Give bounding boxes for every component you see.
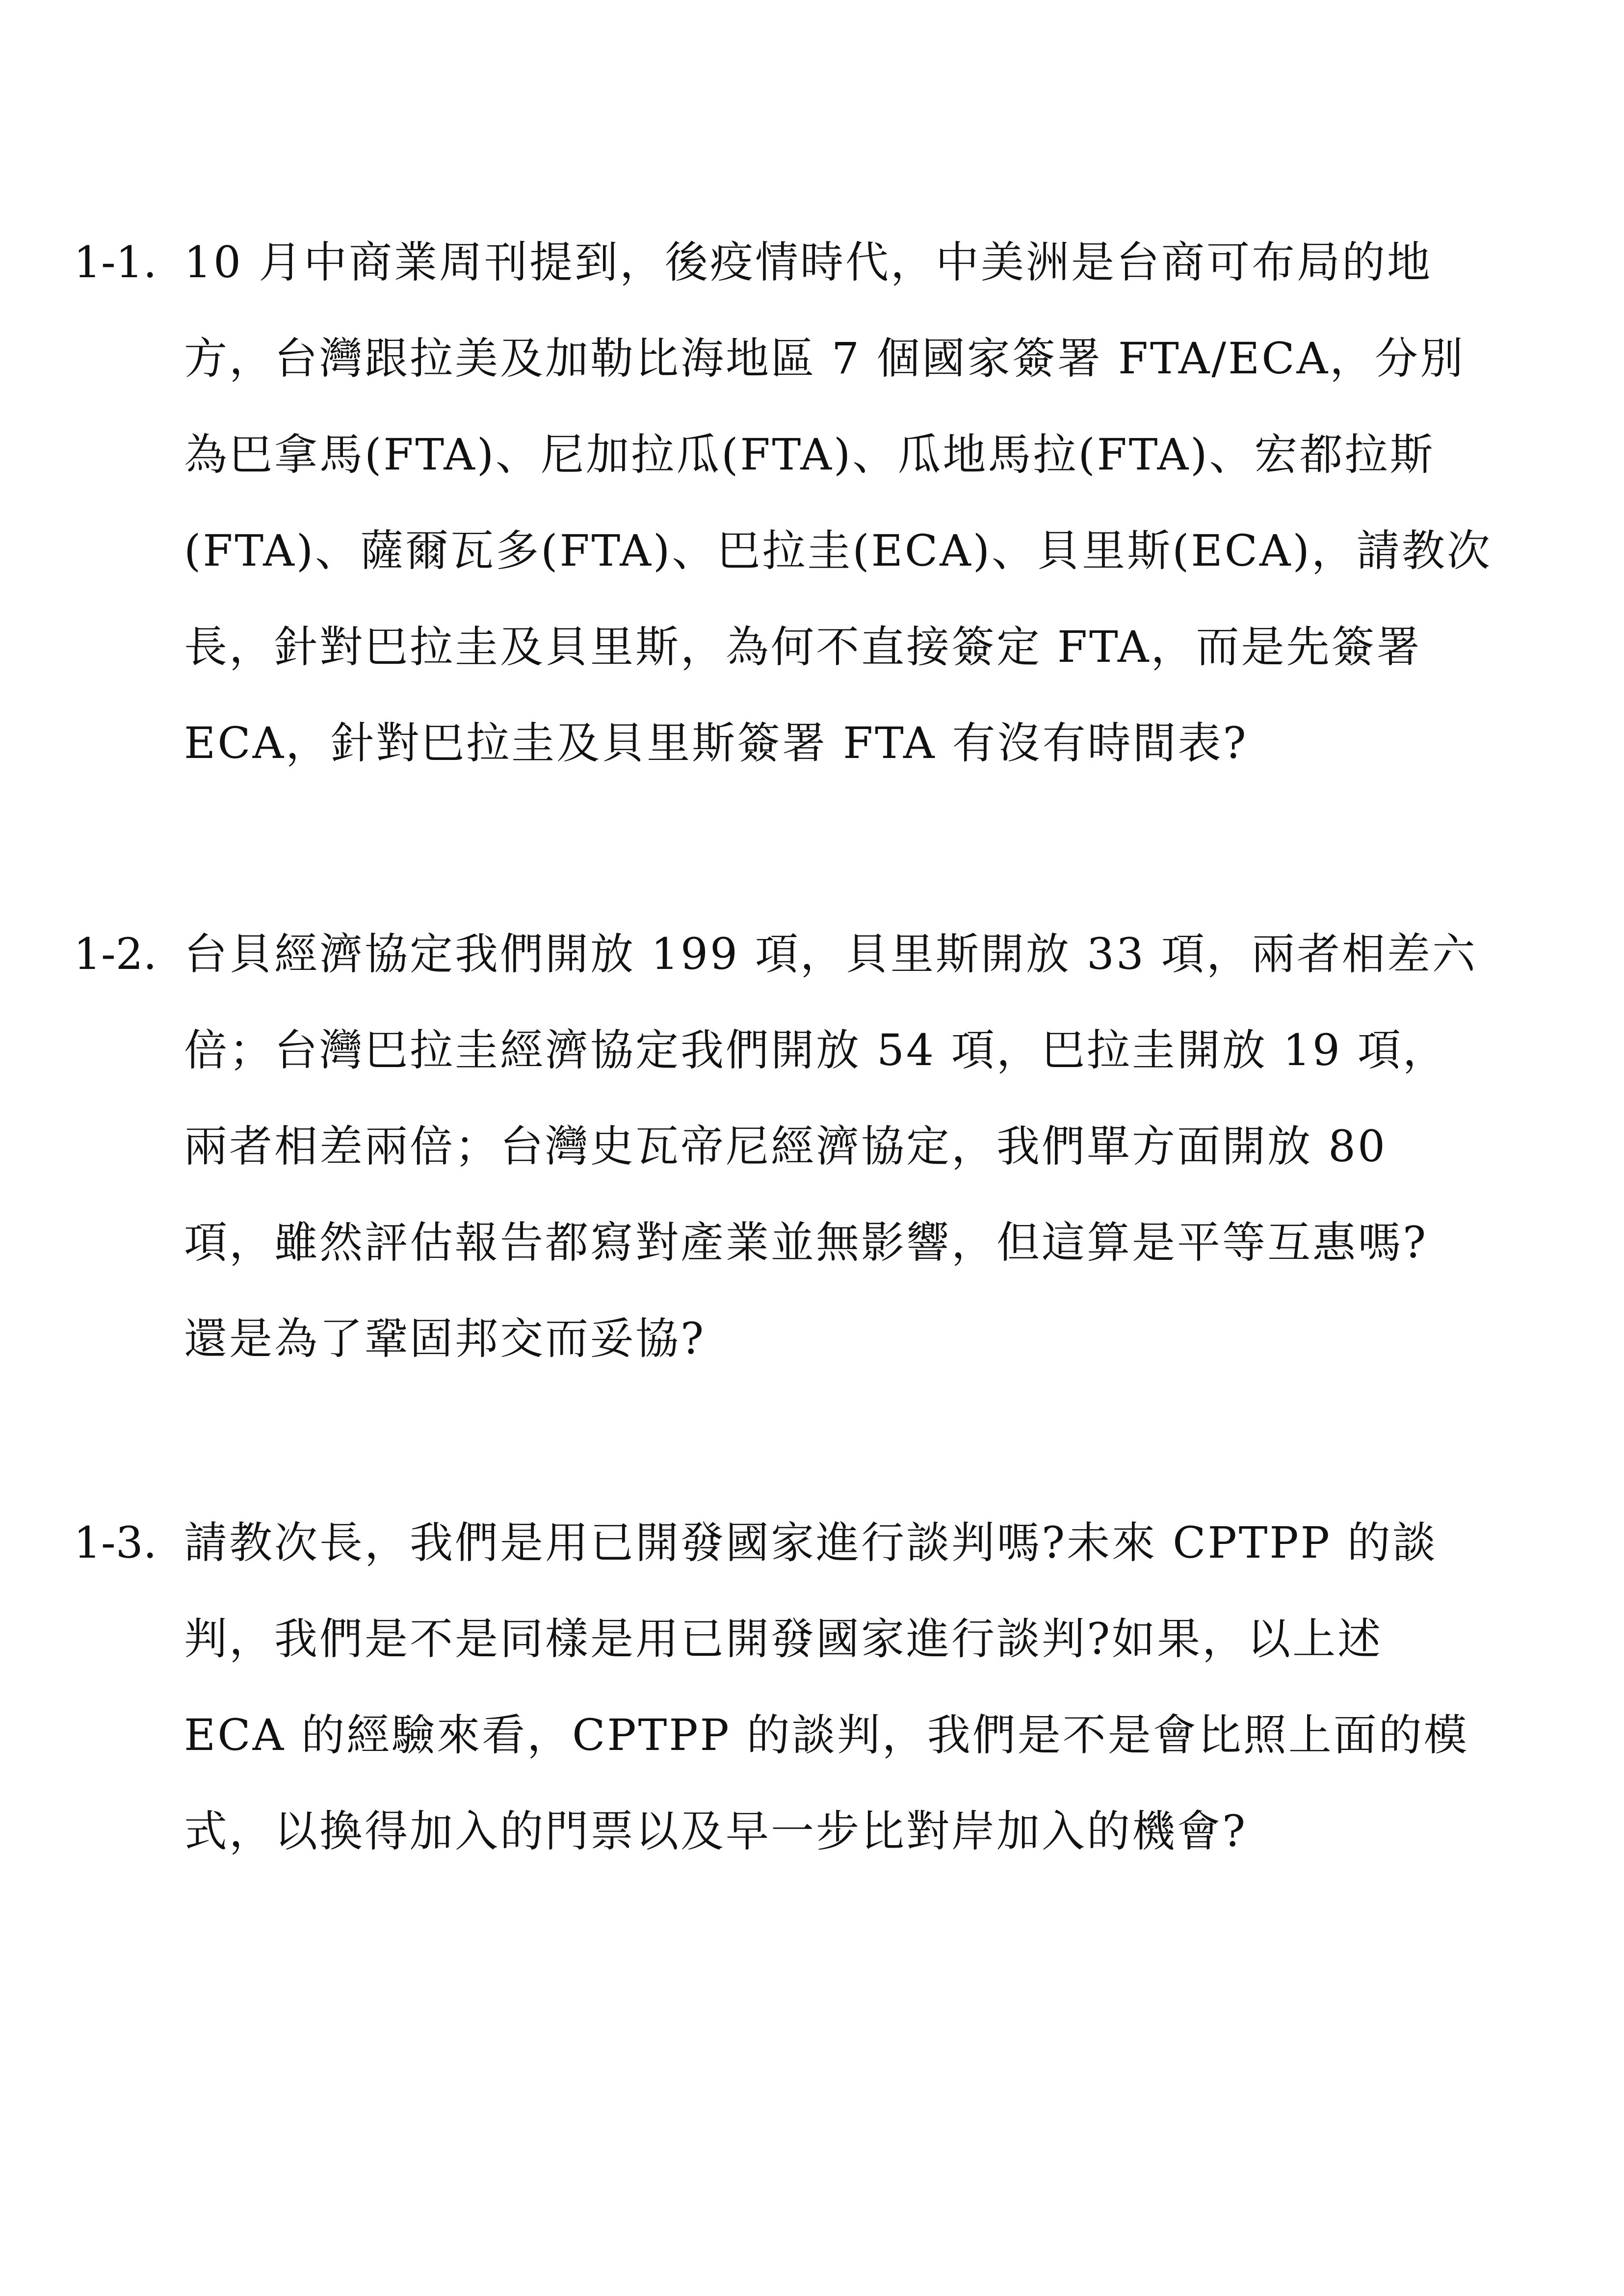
question-text-line: 判，我們是不是同樣是用已開發國家進行談判?如果，以上述 [184, 1614, 1383, 1664]
question-text-line: 方，台灣跟拉美及加勒比海地區 7 個國家簽署 FTA/ECA，分別 [184, 333, 1466, 384]
question-text-line: ECA，針對巴拉圭及貝里斯簽署 FTA 有沒有時間表? [184, 718, 1248, 768]
question-text-line: 長，針對巴拉圭及貝里斯，為何不直接簽定 FTA，而是先簽署 [184, 622, 1422, 672]
question-text-line: (FTA)、薩爾瓦多(FTA)、巴拉圭(ECA)、貝里斯(ECA)，請教次 [184, 525, 1492, 576]
question-text-line: 式，以換得加入的門票以及早一步比對岸加入的機會? [184, 1806, 1248, 1856]
question-text-line: 請教次長，我們是用已開發國家進行談判嗎?未來 CPTPP 的談 [184, 1517, 1438, 1568]
question-text-line: 還是為了鞏固邦交而妥協? [184, 1313, 706, 1364]
question-number: 1-1. [74, 237, 157, 287]
question-text-line: 10 月中商業周刊提到，後疫情時代，中美洲是台商可布局的地 [184, 237, 1432, 287]
question-text-line: 倍；台灣巴拉圭經濟協定我們開放 54 項，巴拉圭開放 19 項， [184, 1025, 1448, 1075]
question-number: 1-3. [74, 1517, 157, 1568]
question-text-line: 台貝經濟協定我們開放 199 項，貝里斯開放 33 項，兩者相差六 [184, 929, 1477, 979]
question-text-line: ECA 的經驗來看，CPTPP 的談判，我們是不是會比照上面的模 [184, 1710, 1469, 1760]
question-text-line: 項，雖然評估報告都寫對產業並無影響，但這算是平等互惠嗎? [184, 1217, 1428, 1268]
question-text-line: 為巴拿馬(FTA)、尼加拉瓜(FTA)、瓜地馬拉(FTA)、宏都拉斯 [184, 429, 1435, 480]
question-number: 1-2. [74, 929, 157, 979]
question-text-line: 兩者相差兩倍；台灣史瓦帝尼經濟協定，我們單方面開放 80 [184, 1121, 1387, 1172]
